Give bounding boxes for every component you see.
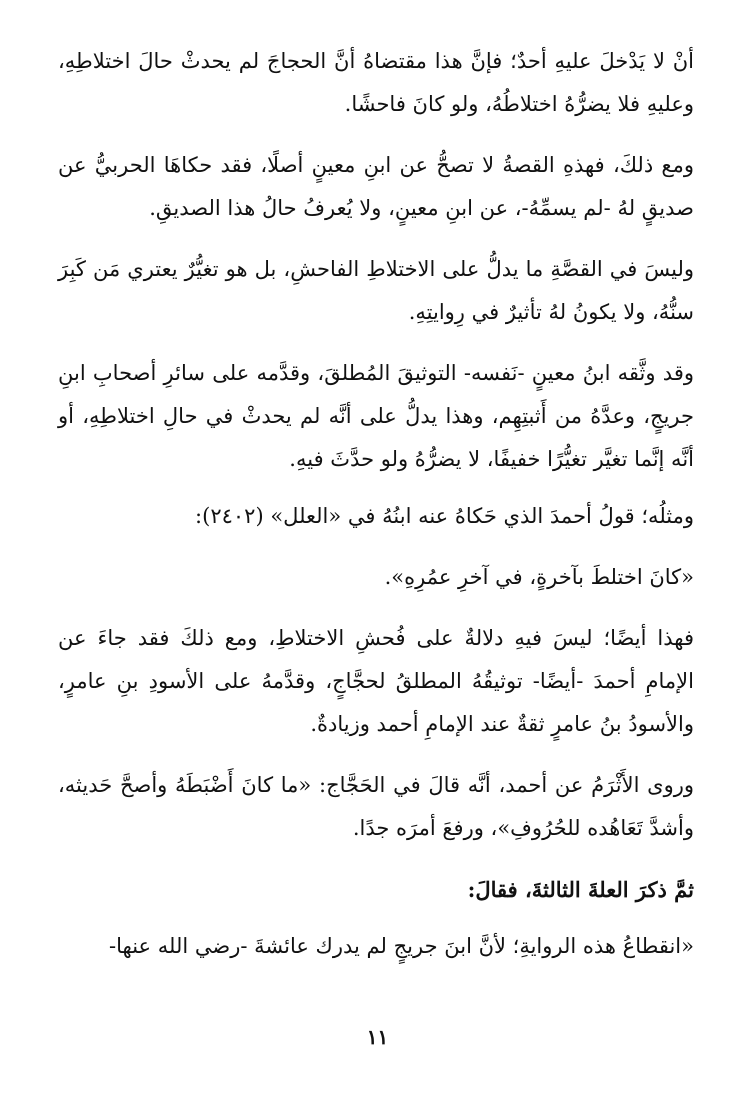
page-number: ١١ [366, 1025, 389, 1049]
section-heading: ثمَّ ذكرَ العلةَ الثالثةَ، فقالَ: [467, 877, 694, 902]
paragraph-5: ومثلُه؛ قولُ أحمدَ الذي حَكاهُ عنه ابنُهُ في «العلل» (٢٤٠٢): [195, 504, 694, 528]
quote-2: «انقطاعُ هذه الروايةِ؛ لأنَّ ابنَ جريجٍ لم يدرك عائشةَ -رضي الله عنها- [109, 934, 694, 958]
paragraph-3: وليسَ في القصَّةِ ما يدلُّ على الاختلاطِ الفاحشِ، بل هو تغيُّرٌ يعتري مَن كَبِرَ سنُّهُ، ولا يكونُ لهُ تأثيرٌ في رِوايتِهِ. [58, 257, 694, 324]
paragraph-6: فهذا أيضًا؛ ليسَ فيهِ دلالةٌ على فُحشِ الاختلاطِ، ومع ذلكَ فقد جاءَ عن الإمامِ أحمدَ -أيضًا- توثيقُهُ المطلقُ لحجَّاجٍ، وقدَّمهُ على الأسودِ بنِ عامرٍ، والأسودُ بنُ عامرٍ ثقةٌ عند الإمامِ أحمد وزيادةٌ. [58, 626, 694, 736]
paragraph-4: وقد وثَّقه ابنُ معينٍ -نَفسه- التوثيقَ المُطلقَ، وقدَّمه على سائرِ أصحابِ ابنِ جريجٍ، وعدَّهُ من أَثبتِهِم، وهذا يدلُّ على أنَّه لم يحدثْ في حالِ اختلاطِهِ، أو أنَّه إنَّما تغيَّر تغيُّرًا خفيفًا، لا يضرُّهُ ولو حدَّثَ فيهِ. [58, 361, 694, 471]
quote-1: «كانَ اختلطَ بآخرةٍ، في آخرِ عمُرِهِ». [384, 565, 694, 589]
paragraph-1: أنْ لا يَدْخلَ عليهِ أحدٌ؛ فإنَّ هذا مقتضاهُ أنَّ الحجاجَ لم يحدثْ حالَ اختلاطِهِ، وعليهِ فلا يضرُّهُ اختلاطُهُ، ولو كانَ فاحشًا. [58, 49, 694, 116]
document-page [58, 40, 694, 1040]
paragraph-2: ومع ذلكَ، فهذهِ القصةُ لا تصحُّ عن ابنِ معينٍ أصلًا، فقد حكاهَا الحربيُّ عن صديقٍ لهُ -لم يسمِّهُ-، عن ابنِ معينٍ، ولا يُعرفُ حالُ هذا الصديقِ. [58, 153, 694, 220]
paragraph-7: وروى الأَثْرَمُ عن أحمد، أنَّه قالَ في الحَجَّاج: «ما كانَ أَضْبَطَهُ وأصحَّ حَديثه، وأشدَّ تَعَاهُده للحُرُوفِ»، ورفعَ أمرَه جدًا. [58, 773, 694, 840]
